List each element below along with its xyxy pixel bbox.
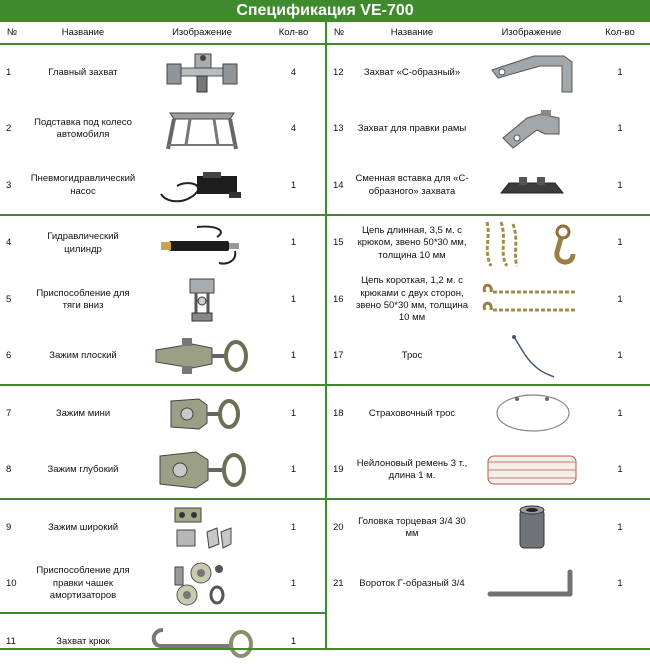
insert-icon	[473, 158, 590, 215]
row-num: 1	[0, 44, 24, 101]
row-name: Приспособление для тяги вниз	[36, 287, 130, 311]
frame-grip-icon	[473, 101, 590, 158]
row-num: 11	[0, 613, 24, 670]
row-name: Цепь короткая, 1,2 м. с крюками с двух сторон, звено 50*30 мм, толщина 10 мм	[355, 275, 469, 324]
long-chain-icon	[473, 215, 590, 272]
row-num: 2	[6, 123, 12, 135]
header-name: Название	[24, 22, 142, 44]
row-qty: 1	[590, 215, 650, 272]
row-name: Гидравлический цилиндр	[24, 215, 142, 272]
row-qty: 1	[617, 464, 623, 475]
table-row	[327, 44, 650, 101]
row-qty: 1	[290, 179, 297, 191]
row-num: 13	[333, 123, 344, 135]
header-qty: Кол-во	[262, 22, 325, 44]
row-name: Цепь длинная, 3,5 м. с крюком, звено 50*30 мм, толщина 10 мм	[351, 215, 473, 272]
row-name: Пневмогидравлический насос	[30, 173, 136, 197]
table-row	[327, 101, 650, 158]
row-num: 12	[327, 44, 351, 101]
page-title: Спецификация VE-700	[0, 0, 650, 22]
row-num: 9	[0, 499, 24, 556]
cable-icon	[473, 328, 590, 385]
row-num: 7	[0, 385, 24, 442]
table-row	[0, 556, 325, 613]
table-row	[327, 556, 650, 613]
pump-icon	[142, 158, 262, 215]
wheel-stand-icon	[142, 101, 262, 158]
row-num: 17	[333, 350, 344, 362]
header-name: Название	[351, 22, 473, 44]
table-row	[327, 385, 650, 442]
row-num: 6	[6, 350, 12, 362]
table-row	[0, 613, 325, 670]
header-image: Изображение	[473, 22, 590, 44]
table-row	[0, 44, 325, 101]
row-qty: 1	[262, 499, 325, 556]
row-num: 10	[6, 577, 17, 589]
row-name: Главный захват	[24, 44, 142, 101]
flat-clamp-icon	[142, 328, 262, 385]
row-qty: 1	[290, 350, 297, 362]
row-qty: 4	[290, 123, 297, 135]
table-row	[327, 272, 650, 329]
row-name: Зажим широкий	[24, 499, 142, 556]
shock-cup-tool-icon	[142, 556, 262, 613]
wide-clamp-icon	[142, 499, 262, 556]
table-row	[327, 158, 650, 215]
row-qty: 4	[262, 44, 325, 101]
row-qty: 1	[290, 293, 297, 305]
safety-cable-icon	[473, 385, 590, 442]
table-row	[0, 101, 325, 158]
row-qty: 1	[617, 123, 623, 135]
l-wrench-icon	[473, 556, 590, 613]
table-row	[327, 499, 650, 556]
row-num: 21	[333, 578, 344, 590]
row-num: 18	[327, 385, 351, 442]
hook-grip-icon	[142, 613, 262, 670]
row-num: 8	[6, 464, 12, 475]
cylinder-icon	[142, 215, 262, 272]
table-row	[327, 328, 650, 385]
row-num: 14	[333, 179, 344, 191]
c-grip-icon	[473, 44, 590, 101]
table-row	[0, 442, 325, 499]
row-name: Зажим глубокий	[47, 464, 119, 475]
row-qty: 1	[617, 293, 623, 305]
row-name: Трос	[401, 350, 423, 362]
row-qty: 1	[617, 578, 623, 590]
row-qty: 1	[262, 385, 325, 442]
row-num: 20	[327, 499, 351, 556]
row-num: 5	[6, 293, 12, 305]
row-qty: 1	[290, 464, 297, 475]
main-clamp-icon	[142, 44, 262, 101]
table-row	[0, 158, 325, 215]
row-name: Сменная вставка для «С-образного» захвата	[355, 173, 469, 197]
row-name: Зажим мини	[24, 385, 142, 442]
table-row	[0, 272, 325, 329]
table-header	[0, 22, 325, 44]
pull-down-icon	[142, 272, 262, 329]
table-row	[0, 215, 325, 272]
row-num: 3	[6, 179, 12, 191]
row-qty: 1	[590, 499, 650, 556]
row-name: Вороток Г-образный 3/4	[359, 578, 465, 590]
row-name: Приспособление для правки чашек амортизаторов	[36, 565, 130, 602]
row-qty: 1	[590, 385, 650, 442]
row-num: 16	[333, 293, 344, 305]
deep-clamp-icon	[142, 442, 262, 499]
row-name: Зажим плоский	[49, 350, 117, 362]
row-name: Нейлоновый ремень 3 т., длина 1 м.	[356, 457, 468, 482]
row-num: 4	[0, 215, 24, 272]
table-row	[0, 499, 325, 556]
table-row	[0, 385, 325, 442]
row-num: 19	[333, 464, 344, 475]
nylon-strap-icon	[473, 442, 590, 499]
row-name: Захват крюк	[24, 613, 142, 670]
row-name: Захват «С-образный»	[351, 44, 473, 101]
header-qty: Кол-во	[590, 22, 650, 44]
table-row	[327, 442, 650, 499]
header-image: Изображение	[142, 22, 262, 44]
spec-table-right	[327, 22, 650, 613]
spec-table-left	[0, 22, 325, 670]
row-name: Страховочный трос	[351, 385, 473, 442]
row-qty: 1	[590, 44, 650, 101]
table-row	[0, 328, 325, 385]
column-divider	[325, 22, 327, 650]
table-header	[327, 22, 650, 44]
short-chain-icon	[473, 272, 590, 329]
row-qty: 1	[262, 613, 325, 670]
header-num: №	[327, 22, 351, 44]
row-name: Подставка под колесо автомобиля	[34, 116, 132, 141]
mini-clamp-icon	[142, 385, 262, 442]
row-qty: 1	[617, 179, 623, 191]
row-qty: 1	[262, 215, 325, 272]
header-num: №	[0, 22, 24, 44]
row-qty: 1	[290, 577, 297, 589]
row-name: Захват для правки рамы	[357, 123, 467, 135]
socket-icon	[473, 499, 590, 556]
row-name: Головка торцевая 3/4 30 мм	[351, 499, 473, 556]
row-num: 15	[327, 215, 351, 272]
table-row	[327, 215, 650, 272]
row-qty: 1	[617, 350, 623, 362]
